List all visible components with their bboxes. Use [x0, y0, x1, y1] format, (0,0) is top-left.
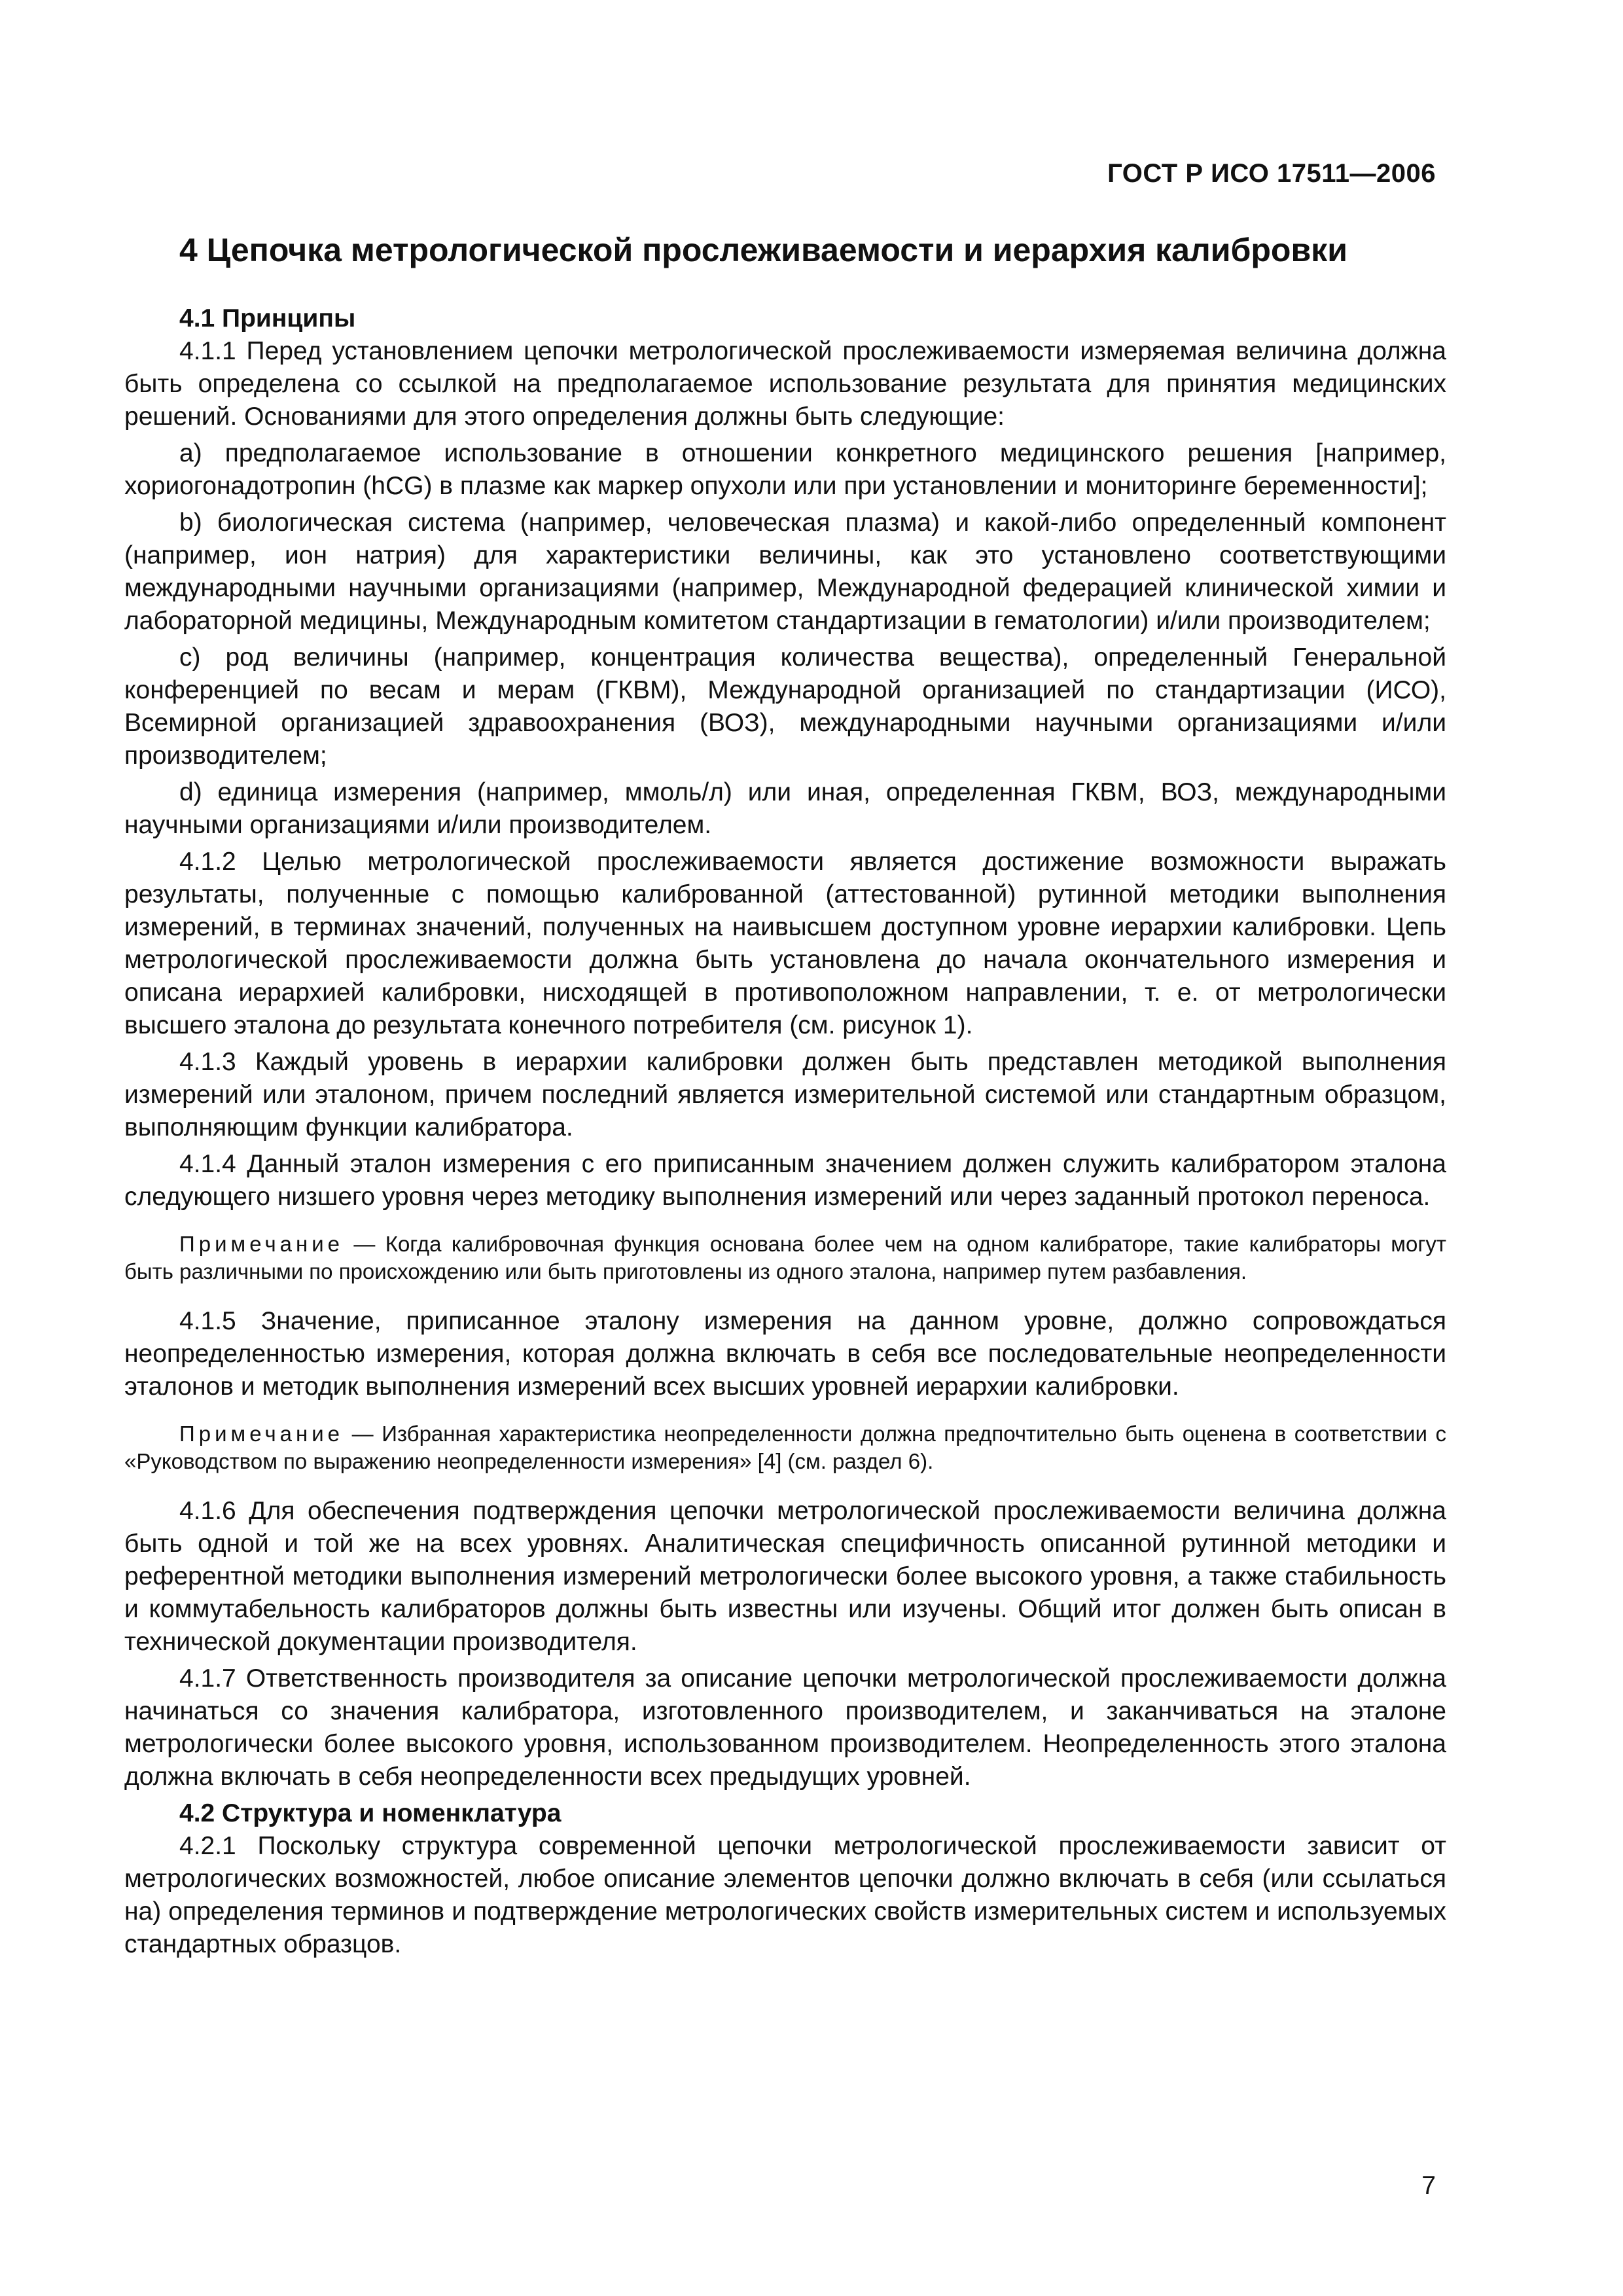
paragraph-4-1-3: 4.1.3 Каждый уровень в иерархии калибровки должен быть представлен методикой выполнения измерений или эталоном, причем последний является измерительной системой или стандартным образцом, выполняющим функции калибратора.: [124, 1048, 1446, 1141]
paragraph-4-1-7: 4.1.7 Ответственность производителя за описание цепочки метрологической прослеживаемости должна начинаться со значения калибратора, изготовленного производителем, и заканчиваться на эталоне метрологически более высокого уровня, использованном производителем. Неопределенность этого эталона должна включать в себя неопределенности всех предыдущих уровней.: [124, 1664, 1446, 1791]
paragraph-4-1-1: 4.1.1 Перед установлением цепочки метрологической прослеживаемости измеряемая величина должна быть определена со ссылкой на предполагаемое использование результата для принятия медицинских решений. Основаниями для этого определения должны быть следующие:: [124, 337, 1446, 431]
note-1-text: — Когда калибровочная функция основана более чем на одном калибраторе, такие калибраторы могут быть различными по происхождению или быть приготовлены из одного эталона, например путем разбавления.: [124, 1232, 1446, 1283]
paragraph-4-1-4: 4.1.4 Данный эталон измерения с его приписанным значением должен служить калибратором эталона следующего низшего уровня через методику выполнения измерений или через заданный протокол переноса.: [124, 1150, 1446, 1211]
paragraph-4-2-1: 4.2.1 Поскольку структура современной цепочки метрологической прослеживаемости зависит от метрологических возможностей, любое описание элементов цепочки должно включать в себя (или ссылаться на) определения терминов и подтверждение метрологических свойств измерительных систем и используемых стандартных образцов.: [124, 1832, 1446, 1958]
note-label: Примечание: [179, 1422, 344, 1446]
note-2-text: — Избранная характеристика неопределенности должна предпочтительно быть оценена в соответствии с «Руководством по выражению неопределенности измерения» [4] (см. раздел 6).: [124, 1422, 1447, 1473]
subsection-title-principles: 4.1 Принципы: [179, 304, 356, 332]
page-content: [124, 229, 1446, 1965]
paragraph-list-item-b: b) биологическая система (например, человеческая плазма) и какой-либо определенный компонент (например, ион натрия) для характеристики величины, как это установлено соответствующими международными научными организациями (например, Международной федерацией клинической химии и лабораторной медицины, Международным комитетом стандартизации в гематологии) и/или производителем;: [124, 509, 1446, 635]
paragraph-4-1-2: 4.1.2 Целью метрологической прослеживаемости является достижение возможности выражать результаты, полученные с помощью калиброванной (аттестованной) рутинной методики выполнения измерений, в терминах значений, полученных на наивысшем доступном уровне иерархии калибровки. Цепь метрологической прослеживаемости должна быть установлена до начала окончательного измерения и описана иерархией калибровки, нисходящей в противоположном направлении, т. е. от метрологически высшего эталона до результата конечного потребителя (см. рисунок 1).: [124, 848, 1446, 1039]
paragraph-4-1-6: 4.1.6 Для обеспечения подтверждения цепочки метрологической прослеживаемости величина должна быть одной и той же на всех уровнях. Аналитическая специфичность описанной рутинной методики и референтной методики выполнения измерений метрологически более высокого уровня, а также стабильность и коммутабельность калибраторов должны быть известны или изучены. Общий итог должен быть описан в технической документации производителя.: [124, 1497, 1446, 1656]
paragraph-list-item-a: а) предполагаемое использование в отношении конкретного медицинского решения [например, хориогонадотропин (hCG) в плазме как маркер опухоли или при установлении и мониторинге беременности];: [124, 439, 1446, 500]
note-label: Примечание: [179, 1232, 344, 1256]
document-code-header: ГОСТ Р ИСО 17511—2006: [1107, 159, 1436, 188]
note-1: [124, 1230, 1446, 1285]
paragraph-4-1-5: 4.1.5 Значение, приписанное эталону измерения на данном уровне, должно сопровождаться неопределенностью измерения, которая должна включать в себя все последовательные неопределенности эталонов и методик выполнения измерений всех высших уровней иерархии калибровки.: [124, 1307, 1446, 1401]
paragraph-list-item-d: d) единица измерения (например, ммоль/л) или иная, определенная ГКВМ, ВОЗ, международными научными организациями и/или производителем.: [124, 778, 1446, 839]
subsection-title-structure: 4.2 Структура и номенклатура: [179, 1799, 562, 1827]
paragraph-list-item-c: с) род величины (например, концентрация количества вещества), определенный Генеральной конференцией по весам и мерам (ГКВМ), Международной организацией по стандартизации (ИСО), Всемирной организацией здравоохранения (ВОЗ), международными научными организациями и/или производителем;: [124, 643, 1446, 770]
section-title: 4 Цепочка метрологической прослеживаемости и иерархия калибровки: [179, 232, 1347, 268]
page-number: 7: [1421, 2172, 1436, 2200]
note-2: [124, 1420, 1446, 1475]
